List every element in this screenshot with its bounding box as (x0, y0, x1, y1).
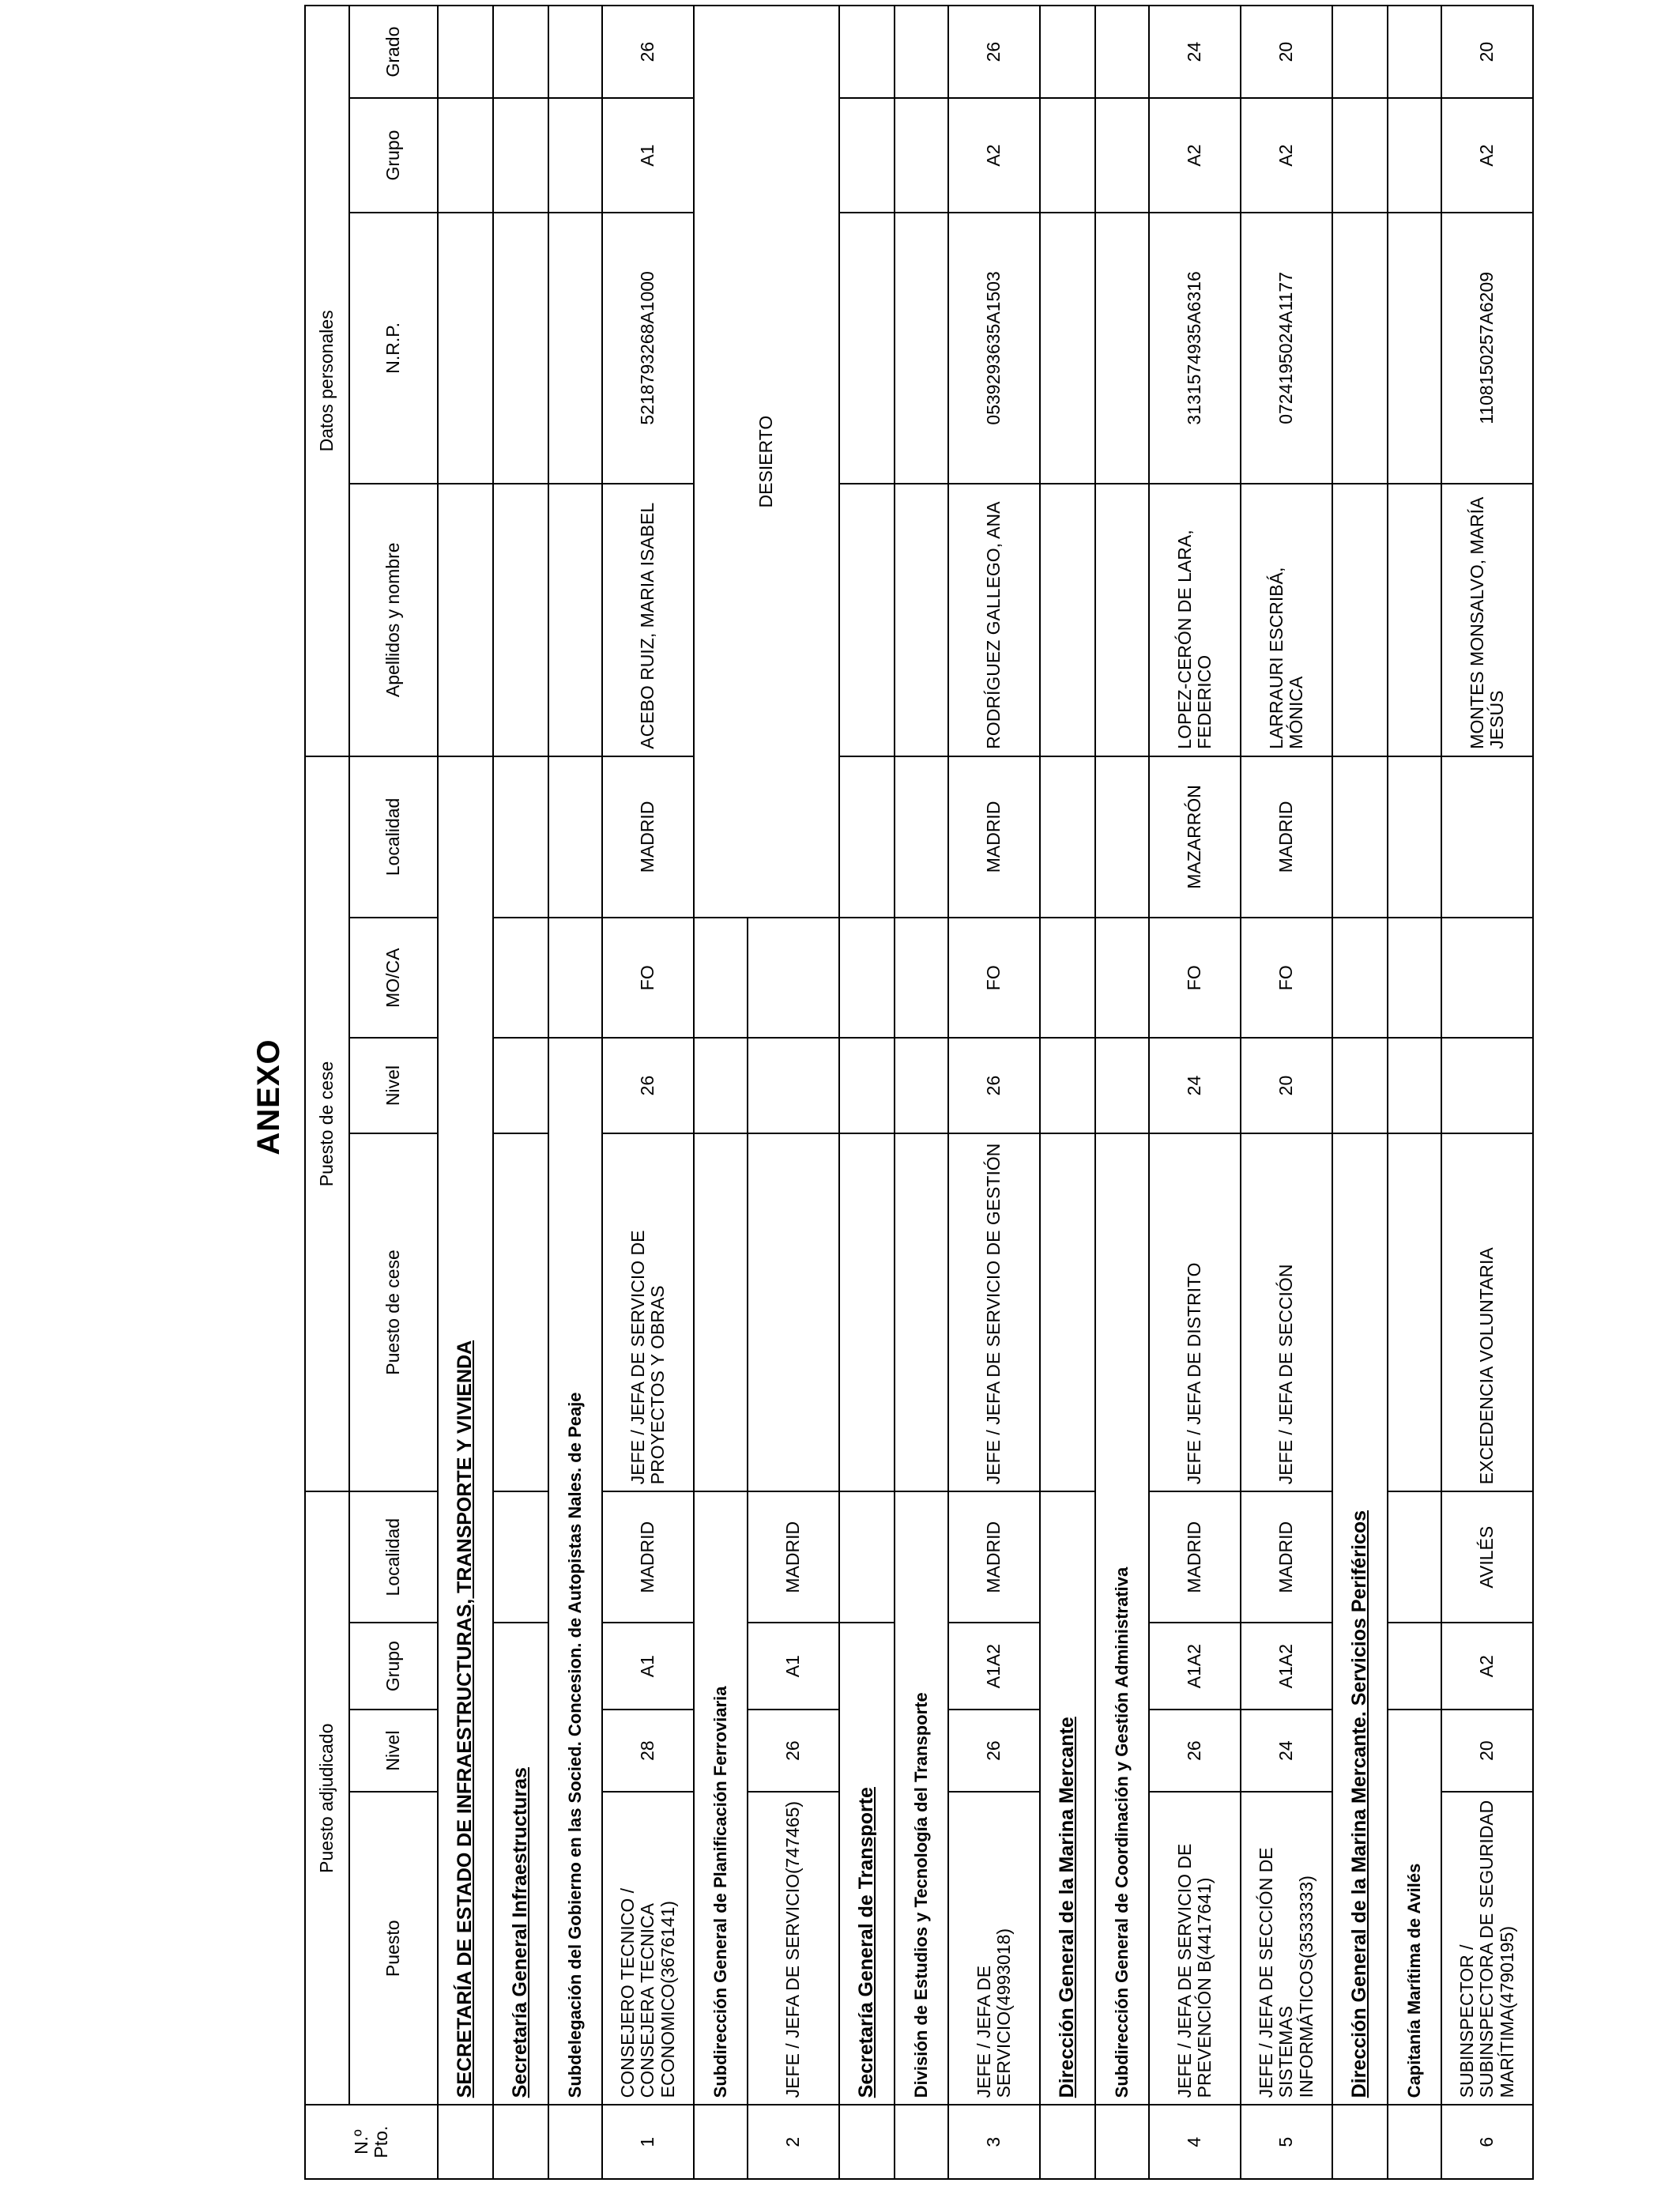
table-row (1149, 6, 1241, 2179)
header-row-groups (305, 6, 349, 2179)
header-puesto-cese: Puesto de cese (349, 1133, 438, 1492)
cell-grupo: A1 (748, 1623, 839, 1710)
header-group-datos: Datos personales (305, 6, 349, 756)
cell-nrp: 0539293635A1503 (948, 213, 1040, 484)
cell-grupo-dp: A1 (602, 98, 694, 213)
cell-grupo: A1 (602, 1623, 694, 1710)
header-grupo: Grupo (349, 1623, 438, 1710)
header-grado: Grado (349, 6, 438, 98)
section-heading: Secretaría General Infraestructuras (509, 1767, 532, 2098)
section-row (1332, 6, 1388, 2179)
cell-desierto: DESIERTO (694, 6, 839, 918)
header-puesto: Puesto (349, 1792, 438, 2105)
cell-moca: FO (1241, 918, 1332, 1038)
subsection-row (1388, 6, 1441, 2179)
cell-puesto-cese: JEFE / JEFA DE DISTRITO (1149, 1133, 1241, 1492)
cell-nrp: 1108150257A6209 (1441, 213, 1533, 484)
cell-nivel: 20 (1441, 1710, 1533, 1792)
header-localidad-cese: Localidad (349, 756, 438, 918)
cell-nivel: 28 (602, 1710, 694, 1792)
section-heading: Dirección General de la Marina Mercante (1056, 1717, 1079, 2098)
cell-puesto-cese: JEFE / JEFA DE SERVICIO DE GESTIÓN (948, 1133, 1040, 1492)
cell-grupo: A2 (1441, 1623, 1533, 1710)
subsection-row (1095, 6, 1149, 2179)
subsection-heading: Capitanía Marítima de Avilés (1404, 1863, 1425, 2098)
header-grupo-dp: Grupo (349, 98, 438, 213)
subsection-heading: Subdirección General de Planificación Ferroviaria (710, 1686, 731, 2098)
cell-grado: 26 (948, 6, 1040, 98)
header-n-pto: N.º Pto. (305, 2105, 438, 2179)
cell-moca (1441, 918, 1533, 1038)
cell-puesto: JEFE / JEFA DE SERVICIO DE PREVENCIÓN B(4417641) (1149, 1792, 1241, 2105)
anexo-table (304, 5, 1534, 2180)
header-nivel: Nivel (349, 1710, 438, 1792)
cell-grado: 20 (1241, 6, 1332, 98)
cell-moca: FO (602, 918, 694, 1038)
table-row (948, 6, 1040, 2179)
cell-nivel-cese: 20 (1241, 1038, 1332, 1133)
cell-grado: 24 (1149, 6, 1241, 98)
cell-nivel: 26 (748, 1710, 839, 1792)
cell-apellidos: RODRÍGUEZ GALLEGO, ANA (948, 484, 1040, 756)
cell-localidad-cese: MADRID (948, 756, 1040, 918)
cell-puesto: SUBINSPECTOR / SUBINSPECTORA DE SEGURIDAD MARÍTIMA(4790195) (1441, 1792, 1533, 2105)
header-nivel-cese: Nivel (349, 1038, 438, 1133)
page-title: ANEXO (251, 1039, 286, 1155)
cell-nivel: 26 (948, 1710, 1040, 1792)
header-nrp: N.R.P. (349, 213, 438, 484)
cell-n: 4 (1149, 2105, 1241, 2179)
cell-apellidos: MONTES MONSALVO, MARÍA JESÚS (1441, 484, 1533, 756)
cell-nrp: 0724195024A1177 (1241, 213, 1332, 484)
cell-grupo-dp: A2 (948, 98, 1040, 213)
table-row (1441, 6, 1533, 2179)
cell-grado: 26 (602, 6, 694, 98)
cell-grupo: A1A2 (1241, 1623, 1332, 1710)
cell-localidad: MADRID (602, 1491, 694, 1623)
cell-grupo: A1A2 (1149, 1623, 1241, 1710)
cell-puesto: JEFE / JEFA DE SERVICIO(747465) (748, 1792, 839, 2105)
subsection-heading: Subdirección General de Coordinación y Gestión Administrativa (1112, 1566, 1132, 2098)
cell-grupo-dp: A2 (1441, 98, 1533, 213)
subsection-row (548, 6, 602, 2179)
cell-puesto-cese: JEFE / JEFA DE SERVICIO DE PROYECTOS Y OBRAS (602, 1133, 694, 1492)
table-row (602, 6, 694, 2179)
cell-puesto: CONSEJERO TECNICO / CONSEJERA TECNICA ECONOMICO(3676141) (602, 1792, 694, 2105)
cell-puesto: JEFE / JEFA DE SERVICIO(4993018) (948, 1792, 1040, 2105)
cell-nivel-cese: 26 (602, 1038, 694, 1133)
cell-localidad-cese: MADRID (602, 756, 694, 918)
section-row (1040, 6, 1095, 2179)
cell-puesto-cese: EXCEDENCIA VOLUNTARIA (1441, 1133, 1533, 1492)
cell-localidad: MADRID (1241, 1491, 1332, 1623)
cell-grupo-dp: A2 (1241, 98, 1332, 213)
cell-moca: FO (948, 918, 1040, 1038)
section-heading: Dirección General de la Marina Mercante. Servicios Periféricos (1348, 1510, 1371, 2098)
section-row (438, 6, 493, 2179)
cell-grado: 20 (1441, 6, 1533, 98)
cell-n: 1 (602, 2105, 694, 2179)
cell-n: 3 (948, 2105, 1040, 2179)
header-moca: MO/CA (349, 918, 438, 1038)
cell-apellidos: LOPEZ-CERÓN DE LARA, FEDERICO (1149, 484, 1241, 756)
cell-nivel: 26 (1149, 1710, 1241, 1792)
cell-localidad-cese (1441, 756, 1533, 918)
section-row (839, 6, 895, 2179)
cell-localidad-cese: MADRID (1241, 756, 1332, 918)
section-row (493, 6, 548, 2179)
cell-localidad-cese: MAZARRÓN (1149, 756, 1241, 918)
header-localidad: Localidad (349, 1491, 438, 1623)
table-row (1241, 6, 1332, 2179)
subsection-row (694, 6, 748, 2179)
cell-n: 6 (1441, 2105, 1533, 2179)
header-group-cese: Puesto de cese (305, 756, 349, 1491)
cell-n: 2 (748, 2105, 839, 2179)
header-row-columns (349, 6, 438, 2179)
cell-moca: FO (1149, 918, 1241, 1038)
cell-grupo: A1A2 (948, 1623, 1040, 1710)
cell-nrp: 5218793268A1000 (602, 213, 694, 484)
subsection-row (895, 6, 948, 2179)
cell-apellidos: LARRAURI ESCRIBÁ, MÓNICA (1241, 484, 1332, 756)
cell-n: 5 (1241, 2105, 1332, 2179)
cell-nrp: 3131574935A6316 (1149, 213, 1241, 484)
cell-nivel-cese (1441, 1038, 1533, 1133)
cell-nivel-cese: 26 (948, 1038, 1040, 1133)
cell-localidad: MADRID (748, 1491, 839, 1623)
cell-puesto: JEFE / JEFA DE SECCIÓN DE SISTEMAS INFORMÁTICOS(3533333) (1241, 1792, 1332, 2105)
section-heading: Secretaría General de Transporte (855, 1787, 878, 2098)
cell-nivel-cese: 24 (1149, 1038, 1241, 1133)
section-heading: SECRETARÍA DE ESTADO DE INFRAESTRUCTURAS, TRANSPORTE Y VIVIENDA (454, 1340, 477, 2098)
cell-puesto-cese: JEFE / JEFA DE SECCIÓN (1241, 1133, 1332, 1492)
subsection-heading: Subdelegación del Gobierno en las Socied. Concesion. de Autopistas Nales. de Peaje (565, 1392, 586, 2098)
cell-grupo-dp: A2 (1149, 98, 1241, 213)
cell-localidad: MADRID (948, 1491, 1040, 1623)
cell-nivel: 24 (1241, 1710, 1332, 1792)
cell-localidad: AVILÉS (1441, 1491, 1533, 1623)
header-group-adjudicado: Puesto adjudicado (305, 1491, 349, 2105)
subsection-heading: División de Estudios y Tecnología del Transporte (911, 1692, 932, 2098)
cell-apellidos: ACEBO RUIZ, MARIA ISABEL (602, 484, 694, 756)
header-apellidos: Apellidos y nombre (349, 484, 438, 756)
cell-localidad: MADRID (1149, 1491, 1241, 1623)
